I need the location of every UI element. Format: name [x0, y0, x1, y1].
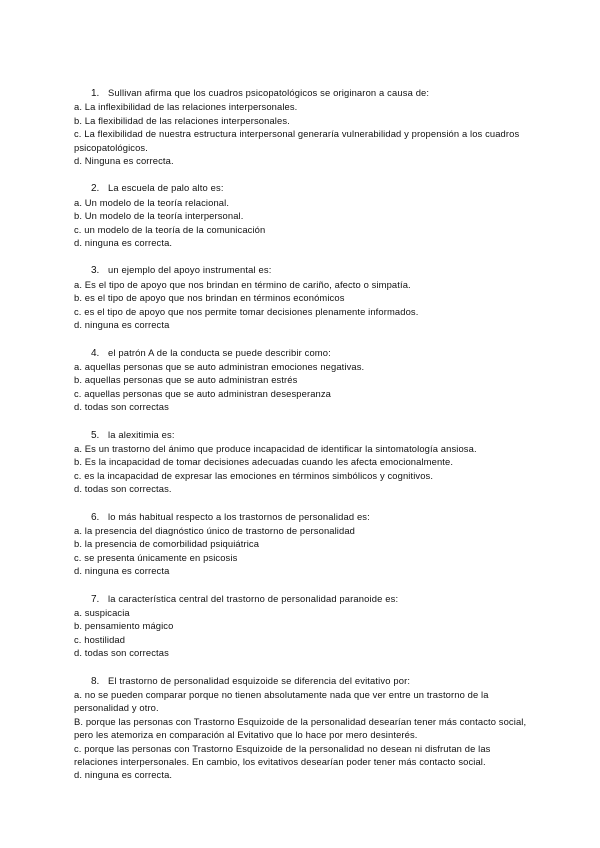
- option-c: c. aquellas personas que se auto administran desesperanza: [74, 387, 331, 399]
- question-heading: [74, 674, 534, 688]
- option-c: c. es el tipo de apoyo que nos permite tomar decisiones plenamente informados.: [74, 305, 419, 317]
- question-number: 7.: [91, 593, 100, 605]
- option-b: b. Es la incapacidad de tomar decisiones adecuadas cuando les afecta emocionalmente.: [74, 456, 454, 468]
- question-text: La escuela de palo alto es:: [108, 182, 224, 194]
- question-number: 8.: [91, 675, 100, 687]
- option-a: a. Un modelo de la teoría relacional.: [74, 196, 230, 208]
- option-b: b. pensamiento mágico: [74, 620, 174, 632]
- question-text: un ejemplo del apoyo instrumental es:: [108, 264, 272, 276]
- question-heading: [74, 181, 534, 195]
- question-text: Sullivan afirma que los cuadros psicopatológicos se originaron a causa de:: [108, 87, 430, 98]
- question-number: 2.: [91, 183, 100, 195]
- option-d: d. ninguna es correcta: [74, 319, 170, 331]
- question-number: 3.: [91, 265, 100, 277]
- question-text: el patrón A de la conducta se puede describir como:: [108, 346, 331, 358]
- option-c: c. es la incapacidad de expresar las emociones en términos simbólicos y cognitivos.: [74, 469, 434, 481]
- option-c: c. porque las personas con Trastorno Esquizoide de la personalidad no desean ni disfrutan de las relaciones interpersonales. En cambio, los evitativos desearían poder tener más contacto social.: [74, 742, 491, 768]
- question-3: [74, 263, 534, 331]
- option-a: a. la presencia del diagnóstico único de trastorno de personalidad: [74, 524, 356, 536]
- option-a: a. Es el tipo de apoyo que nos brindan en término de cariño, afecto o simpatía.: [74, 278, 411, 290]
- option-d: d. todas son correctas: [74, 647, 169, 659]
- question-7: [74, 592, 534, 660]
- question-text: la alexitimia es:: [108, 428, 175, 440]
- option-c: c. La flexibilidad de nuestra estructura interpersonal generaría vulnerabilidad y propensión a los cuadros psicopatológicos.: [74, 128, 520, 153]
- option-c: c. hostilidad: [74, 633, 126, 645]
- option-b: b. es el tipo de apoyo que nos brindan en términos económicos: [74, 292, 345, 304]
- question-number: 5.: [91, 429, 100, 441]
- question-text: El trastorno de personalidad esquizoide se diferencia del evitativo por:: [108, 674, 411, 686]
- question-number: 6.: [91, 511, 100, 523]
- option-d: d. ninguna es correcta.: [74, 237, 173, 249]
- question-5: [74, 428, 534, 496]
- option-d: d. Ninguna es correcta.: [74, 155, 174, 167]
- question-number: 4.: [91, 347, 100, 359]
- question-heading: [74, 510, 534, 524]
- option-b: b. La flexibilidad de las relaciones interpersonales.: [74, 114, 290, 126]
- question-heading: [74, 86, 534, 100]
- option-b: b. aquellas personas que se auto administran estrés: [74, 374, 298, 386]
- option-a: a. aquellas personas que se auto administran emociones negativas.: [74, 360, 365, 372]
- question-text: lo más habitual respecto a los trastornos de personalidad es:: [108, 510, 370, 522]
- question-4: [74, 346, 534, 414]
- question-heading: [74, 263, 534, 277]
- option-b: b. la presencia de comorbilidad psiquiátrica: [74, 538, 260, 550]
- option-d: d. ninguna es correcta: [74, 565, 170, 577]
- question-heading: [74, 428, 534, 442]
- option-a: a. suspicacia: [74, 607, 130, 618]
- option-a: a. no se pueden comparar porque no tienen absolutamente nada que ver entre un trastorno de la personalidad y otro.: [74, 689, 489, 714]
- option-d: d. todas son correctas: [74, 401, 169, 413]
- question-8: [74, 674, 534, 782]
- question-number: 1.: [91, 88, 100, 99]
- question-6: [74, 510, 534, 578]
- question-text: la característica central del trastorno de personalidad paranoide es:: [108, 592, 399, 604]
- question-list: [74, 86, 534, 796]
- option-c: c. se presenta únicamente en psicosis: [74, 551, 238, 563]
- option-a: a. Es un trastorno del ánimo que produce incapacidad de identificar la sintomatología ansiosa.: [74, 442, 477, 454]
- option-c: c. un modelo de la teoría de la comunicación: [74, 223, 266, 235]
- option-b: B. porque las personas con Trastorno Esquizoide de la personalidad desearían tener más contacto social, pero les atemoriza en comparación al Evitativo que lo hace por mero desinterés.: [74, 715, 527, 741]
- option-d: d. todas son correctas.: [74, 483, 172, 495]
- option-b: b. Un modelo de la teoría interpersonal.: [74, 210, 244, 222]
- option-d: d. ninguna es correcta.: [74, 769, 173, 781]
- question-heading: [74, 592, 534, 606]
- question-1: [74, 86, 534, 167]
- question-2: [74, 181, 534, 249]
- option-a: a. La inflexibilidad de las relaciones interpersonales.: [74, 101, 298, 113]
- question-heading: [74, 346, 534, 360]
